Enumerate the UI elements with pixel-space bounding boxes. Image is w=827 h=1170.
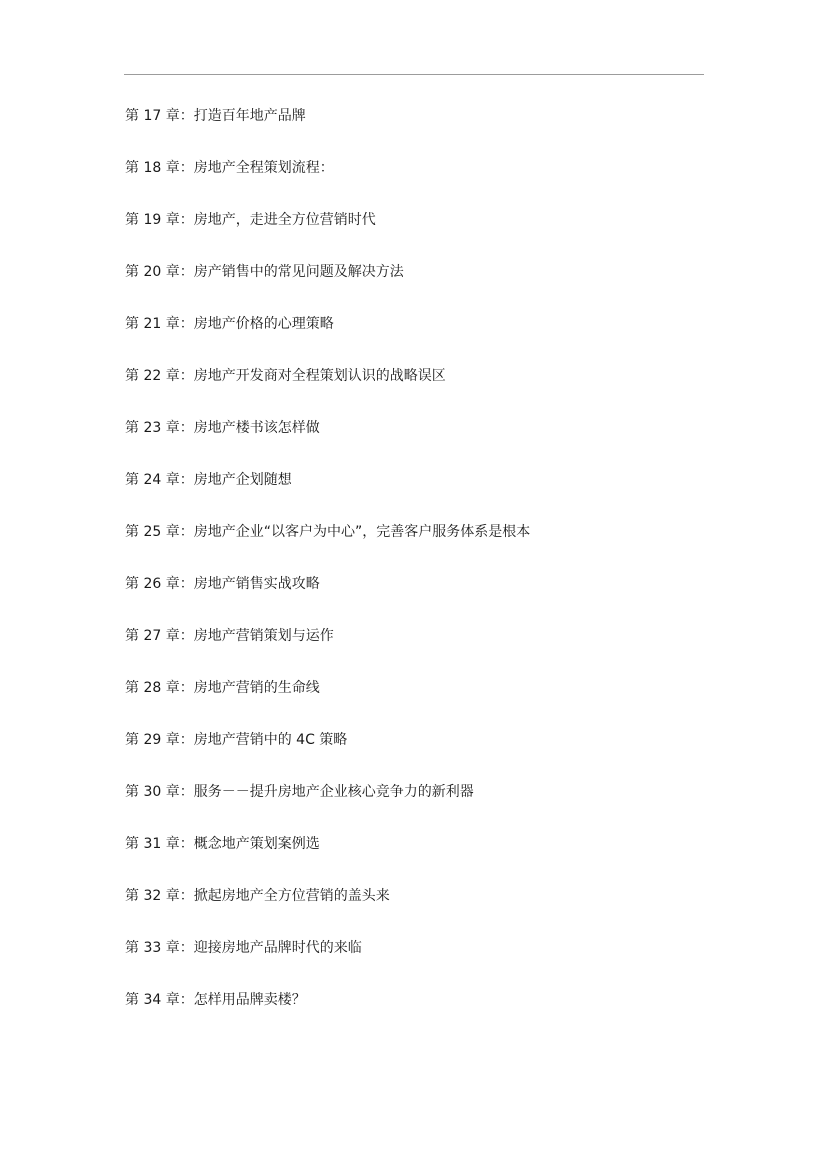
chapter-title: 房地产销售实战攻略 (193, 576, 320, 592)
chapter-entry (125, 105, 725, 157)
chapter-entry (125, 885, 725, 937)
chapter-number: 第 23 章： (125, 420, 194, 436)
chapter-title: 房地产全程策划流程： (193, 160, 334, 176)
chapter-number: 第 29 章： (125, 732, 194, 748)
chapter-entry (125, 469, 725, 521)
chapter-title: 房地产开发商对全程策划认识的战略误区 (193, 368, 446, 384)
chapter-number: 第 17 章： (125, 108, 194, 124)
chapter-number: 第 31 章： (125, 836, 194, 852)
header-divider (124, 74, 704, 75)
chapter-number: 第 19 章： (125, 212, 194, 228)
chapter-entry (125, 781, 725, 833)
chapter-entry (125, 417, 725, 469)
chapter-entry (125, 313, 725, 365)
chapter-title: 怎样用品牌卖楼？ (193, 992, 306, 1008)
chapter-entry (125, 625, 725, 677)
chapter-entry (125, 833, 725, 885)
chapter-title: 掀起房地产全方位营销的盖头来 (193, 888, 390, 904)
chapter-number: 第 27 章： (125, 628, 194, 644)
chapter-number: 第 30 章： (125, 784, 194, 800)
chapter-entry (125, 261, 725, 313)
chapter-title: 房产销售中的常见问题及解决方法 (193, 264, 404, 280)
chapter-number: 第 26 章： (125, 576, 194, 592)
chapter-number: 第 20 章： (125, 264, 194, 280)
chapter-number: 第 32 章： (125, 888, 194, 904)
chapter-title: 房地产企业“以客户为中心”，完善客户服务体系是根本 (193, 524, 531, 540)
chapter-number: 第 33 章： (125, 940, 194, 956)
chapter-entry (125, 365, 725, 417)
chapter-title: 服务－－提升房地产企业核心竞争力的新利器 (193, 784, 474, 800)
chapter-title: 房地产价格的心理策略 (193, 316, 334, 332)
chapter-number: 第 18 章： (125, 160, 194, 176)
chapter-title: 房地产营销中的 4C 策略 (193, 732, 348, 748)
chapter-entry (125, 209, 725, 261)
chapter-number: 第 21 章： (125, 316, 194, 332)
chapter-title: 房地产营销策划与运作 (193, 628, 334, 644)
chapter-list (125, 105, 725, 1041)
chapter-number: 第 24 章： (125, 472, 194, 488)
chapter-number: 第 34 章： (125, 992, 194, 1008)
chapter-entry (125, 937, 725, 989)
chapter-title: 迎接房地产品牌时代的来临 (193, 940, 362, 956)
chapter-title: 打造百年地产品牌 (193, 108, 306, 124)
chapter-title: 房地产营销的生命线 (193, 680, 320, 696)
chapter-number: 第 25 章： (125, 524, 194, 540)
chapter-entry (125, 157, 725, 209)
chapter-entry (125, 677, 725, 729)
chapter-title: 房地产企划随想 (193, 472, 292, 488)
chapter-title: 房地产楼书该怎样做 (193, 420, 320, 436)
chapter-title: 房地产，走进全方位营销时代 (193, 212, 376, 228)
chapter-title: 概念地产策划案例选 (193, 836, 320, 852)
chapter-number: 第 22 章： (125, 368, 194, 384)
chapter-entry (125, 573, 725, 625)
chapter-entry (125, 729, 725, 781)
chapter-entry (125, 989, 725, 1041)
chapter-number: 第 28 章： (125, 680, 194, 696)
chapter-entry (125, 521, 725, 573)
